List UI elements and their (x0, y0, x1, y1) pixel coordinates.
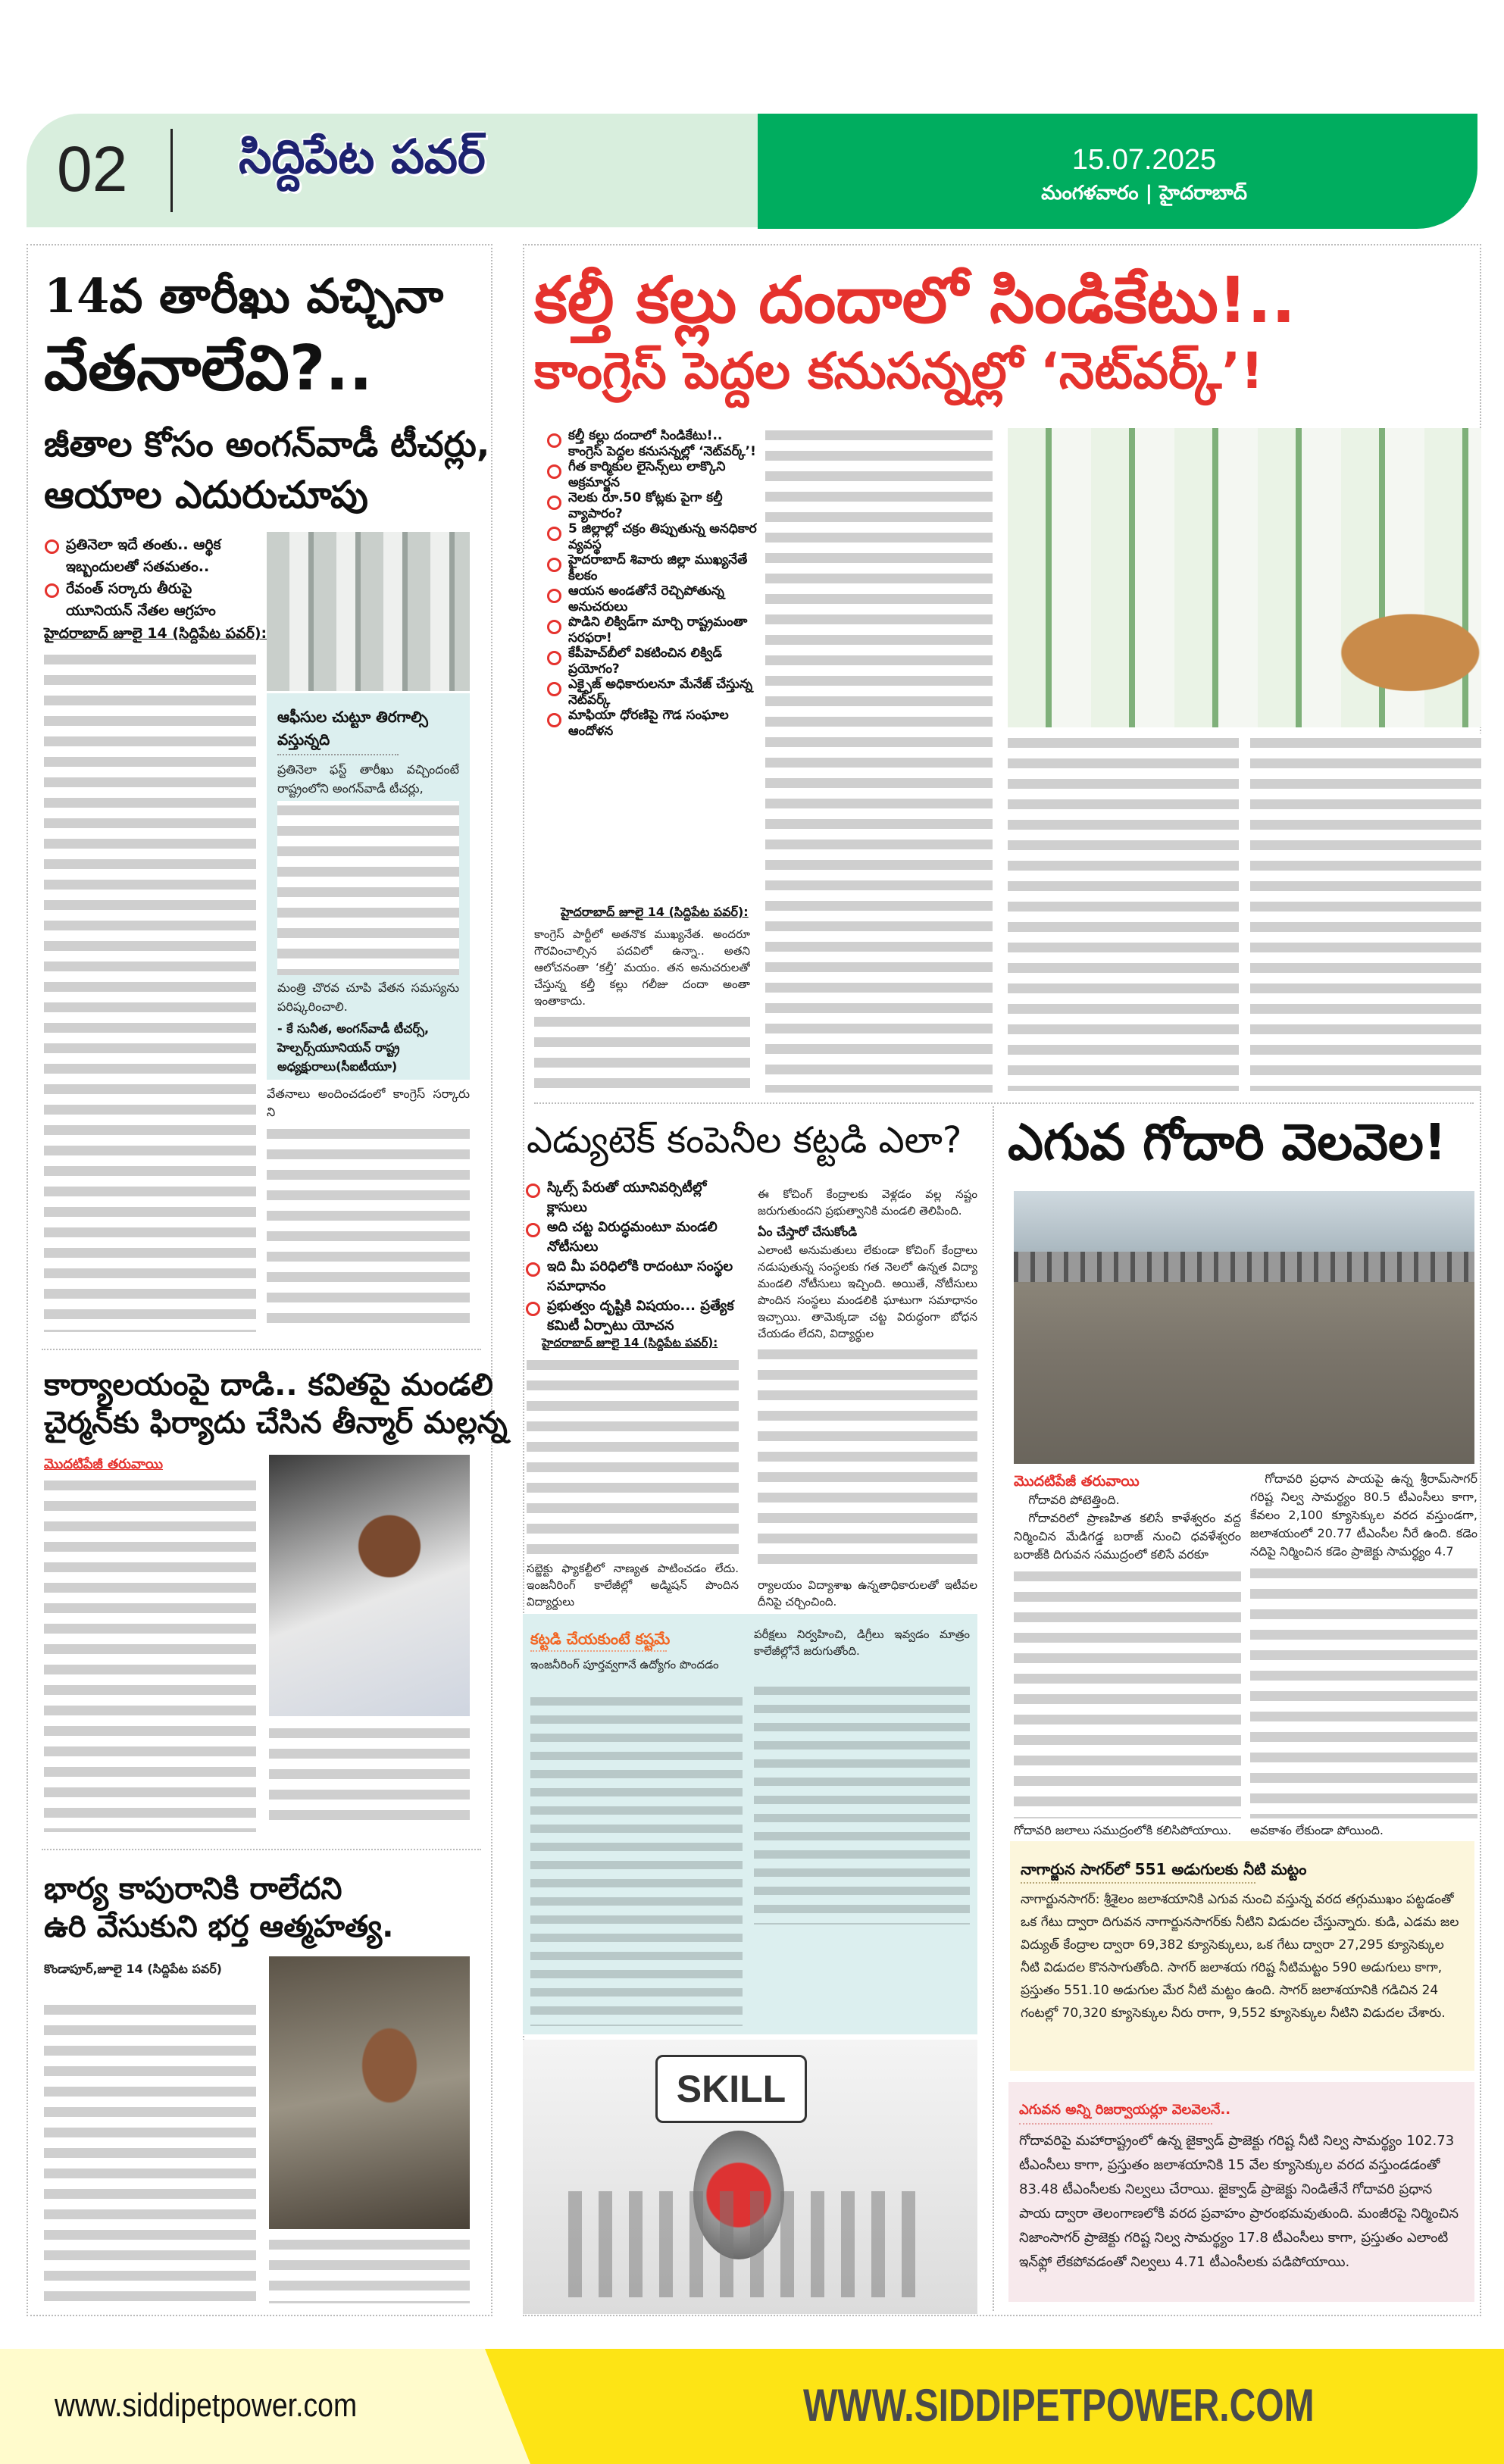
headline-line: ఉరి వేసుకుని భర్త ఆత్మహత్య. (44, 1909, 394, 1944)
article-body: గోదావరి ప్రధాన పాయపై ఉన్న శ్రీరామ్‌సాగర్ గరిష్ట నిల్వ సామర్థ్యం 80.5 టీఎంసీలు కాగా, కేవలం 2,100 క్యూసెక్కుల వరద వస్తుండగా, జలాశయంలో 20.77 టీఎంసీల నీరే ఉంది. కడెం నదిపై నిర్మించిన కడెం ప్రాజెక్టు సామర్థ్యం 4.7 (1250, 1471, 1477, 1559)
bullet-item: మాఫియా ధోరణిపై గౌడ సంఘాల ఆందోళన (544, 708, 760, 739)
article-body (1014, 1567, 1241, 1818)
divider (42, 1349, 481, 1350)
box-body-end: మంత్రి చొరవ చూపి వేతన సమస్యను పరిష్కరించాలి. (277, 980, 459, 1014)
headline-line: చైర్మన్‌కు ఫిర్యాదు చేసిన తీన్మార్ మల్లన్న (44, 1406, 508, 1440)
box-body: గోదావరిపై మహారాష్ట్రంలో ఉన్న జైక్వాడ్ ప్రాజెక్టు గరిష్ట నీటి నిల్వ సామర్థ్యం 102.73 టీఎంసీలు కాగా, ప్రస్తుతం జలాశయానికి 15 వేల క్యూసెక్కుల వరద వస్తుండడంతో 83.48 టీఎంసీలకు నిల్వలు చేరాయి. జైక్వాడ్ ప్రాజెక్టు నిండితేనే గోదావరి ప్రధాన పాయ ద్వారా తెలంగాణలోకి వరద ప్రవాహం ప్రారంభమవుతుంది. మంజీరపై నిర్మించిన నిజాంసాగర్ ప్రాజెక్టు గరిష్ట నిల్వ సామర్థ్యం 17.8 టీఎంసీలు కాగా, ప్రస్తుతం ఎలాంటి ఇన్‌ఫ్లో లేకపోవడంతో నిల్వలు 4.71 టీఎంసీలకు పడిపోయాయి. (1019, 2133, 1459, 2270)
bullet-item: స్కిల్స్ పేరుతో యూనివర్సిటీల్లో క్లాసులు (523, 1178, 743, 1218)
victim-photo (269, 1956, 470, 2229)
article-body (1250, 1564, 1477, 1818)
article-body-end: ర్యాలయం విద్యాశాఖ ఉన్నతాధికారులతో ఇటీవల దీనిపై చర్చించింది. (758, 1578, 977, 1609)
article-body-column (1250, 1470, 1477, 1840)
masthead-logo: సిద్దిపేట పవర్ (239, 129, 486, 184)
highlight-bullets (523, 1178, 743, 1336)
article-body (44, 1476, 256, 1832)
article-body-end: సబ్జెక్టు ఫ్యాకల్టీలో నాణ్యత పాటించడం లేదు. ఇంజనీరింగ్ కాలేజీల్లో అడ్మిషన్ పొందిన విద్యార్థులు (527, 1562, 739, 1609)
sidebar-quote-box (267, 693, 470, 1080)
divider (534, 1102, 1474, 1104)
subheadline: జీతాల కోసం అంగన్‌వాడీ టీచర్లు, (44, 424, 490, 464)
box-body-text (754, 1682, 970, 1925)
box-title: ఆఫీసుల చుట్టూ తిరగాల్సి వస్తున్నది (277, 708, 428, 749)
article-body: గోదావరిలో ప్రాణహిత కలిసే కాళేశ్వరం వద్ద నిర్మించిన మేడిగడ్డ బరాజ్ నుంచి ధవళేశ్వరం బరాజ్‌కి దిగువన సముద్రంలో కలిసే వరకూ (1014, 1511, 1241, 1562)
barrage-gates (1014, 1252, 1474, 1282)
issue-date: 15.07.2025 (1071, 144, 1217, 176)
article-body-end: గోదావరి జలాలు సముద్రంలోకి కలిసిపోయాయి. (1014, 1823, 1232, 1837)
divider (1021, 1882, 1255, 1884)
bullet-item: హైదరాబాద్ శివారు జిల్లా ముఖ్యనేతే కీలకం (544, 552, 760, 583)
article-body (44, 650, 256, 1332)
headline-line: కాంగ్రెస్ పెద్దల కనుసన్నల్లో ‘నెట్‌వర్క్’! (534, 342, 1264, 400)
box-title: నాగార్జున సాగర్‌లో 551 అడుగులకు నీటి మట్టం (1021, 1860, 1307, 1878)
bullet-item: ఆయన అండతోనే రెచ్చిపోతున్న అనుచరులు (544, 583, 760, 614)
skill-illustration (523, 2040, 977, 2314)
article-body (1250, 733, 1481, 1091)
bullet-item: ప్రభుత్వం దృష్టికి విషయం... ప్రత్యేక కమిటీ ఏర్పాటు యోచన (523, 1296, 743, 1336)
box-body: నాగార్జునసాగర్: శ్రీశైలం జలాశయానికి ఎగువ నుంచి వస్తున్న వరద తగ్గుముఖం పట్టడంతో ఒక గేటు ద్వారా దిగువన నాగార్జునసాగర్‌కు నీటిని విడుదల చేస్తున్నారు. కుడి, ఎడమ జల విద్యుత్ కేంద్రాల ద్వారా 69,382 క్యూసెక్కులు, ఒక గేటు ద్వారా 27,295 క్యూసెక్కుల నీటి విడుదల కొనసాగుతోంది. సాగర్ జలాశయ గరిష్ట నీటిమట్టం 590 అడుగులు కాగా, ప్రస్తుతం 551.10 అడుగుల మేర నీటి మట్టం ఉంది. సాగర్ జలాశయానికి గడిచిన 24 గంటల్లో 70,320 క్యూసెక్కుల నీరు రాగా, 9,552 క్యూసెక్కుల నీటిని విడుదల చేశారు. (1021, 1892, 1459, 2021)
dateline: హైదరాబాద్ జూలై 14 (సిద్దిపేట పవర్): (542, 1336, 718, 1349)
divider (42, 1849, 481, 1850)
article-body (527, 1356, 739, 1557)
headline: ఎడ్యుటెక్ కంపెనీల కట్టడి ఎలా? (527, 1119, 962, 1162)
divider (1019, 2123, 1212, 2125)
nagarjuna-sagar-box (1010, 1841, 1474, 2071)
currency-notes-photo (267, 532, 470, 691)
mallanna-photo (269, 1455, 470, 1716)
page-number: 02 (57, 133, 128, 205)
divider (277, 754, 399, 755)
box-title: ఎగువన అన్ని రిజర్వాయర్లూ వెలవెలనే.. (1019, 2102, 1231, 2118)
bullet-item: 5 జిల్లాల్లో చక్రం తిప్పుతున్న అనధికార వ్యవస్థ (544, 521, 760, 552)
headline: ఎగువ గోదారి వెలవెల! (1008, 1113, 1446, 1171)
article-body (534, 1012, 750, 1090)
box-quote-attribution: - కే సునీత, అంగన్‌వాడీ టీచర్స్, హెల్పర్స్‌యూనియన్ రాష్ట్ర అధ్యక్షురాలు(సీఐటీయూ) (277, 1021, 430, 1074)
headline-line: కార్యాలయంపై దాడి.. కవితపై మండలి (44, 1368, 493, 1402)
article-body-column (534, 926, 750, 1093)
highlight-bullets (42, 534, 261, 622)
reservoirs-box (1008, 2082, 1474, 2302)
bullet-item: నెలకు రూ.50 కోట్లకు పైగా కల్తీ వ్యాపారం? (544, 490, 760, 521)
box-body-text (277, 801, 459, 975)
article-body (269, 2235, 470, 2303)
bullet-item: రేవంత్ సర్కారు తీరుపై యూనియన్ నేతల ఆగ్రహం (42, 578, 261, 622)
footer-website-banner[interactable]: WWW.SIDDIPETPOWER.COM (803, 2380, 1315, 2431)
header-divider (170, 129, 173, 212)
bullet-item: అది చట్ట విరుద్ధమంటూ మండలి నోటీసులు (523, 1218, 743, 1257)
article-body (267, 1124, 470, 1330)
bullet-item: కల్తీ కల్లు దందాలో సిండికేటు!.. కాంగ్రెస్ పెద్దల కనుసన్నల్లో ‘నెట్‌వర్క్’! (544, 428, 760, 459)
article-body: గోదావరి పోటెత్తింది. (1028, 1493, 1120, 1507)
box-body: పరీక్షలు నిర్వహించి, డిగ్రీలు ఇవ్వడం మాత్రం కాలేజీల్లోనే జరుగుతోంది. (754, 1628, 970, 1658)
article-body-end: అవకాశం లేకుండా పోయింది. (1250, 1823, 1384, 1837)
article-body: ఎలాంటి అనుమతులు లేకుండా కోచింగ్ కేంద్రాలు నడుపుతున్న సంస్థలకు గత నెలలో ఉన్నత విద్యా మండలి నోటీసులు ఇచ్చింది. అయితే, నోటీసులు పొందిన సంస్థలు మండలికి ఘాటుగా సమాధానం ఇచ్చాయి. తామెక్కడా చట్ట విరుద్ధంగా బోధన చేయడం లేదని, విద్యార్థుల (758, 1243, 977, 1340)
continued-kicker: మొదటిపేజీ తరువాయి (44, 1456, 164, 1472)
article-body-column (1014, 1491, 1241, 1840)
subheadline: ఆయాల ఎదురుచూపు (44, 473, 368, 517)
article-body (765, 426, 993, 1093)
article-lead: కాంగ్రెస్ పార్టీలో అతనొక ముఖ్యనేత. అందరూ గౌరవించాల్సిన పదవిలో ఉన్నా.. అతని ఆలోచనంతా ‘కల్తీ’ మయం. తన అనుచరులతో చేస్తున్న కల్తీ కల్లు గలీజు దందా అంతా ఇంతాకాదు. (534, 927, 750, 1008)
divider (530, 1650, 667, 1652)
article-body-continued: వేతనాలు అందించడంలో కాంగ్రెస్ సర్కారు ని (267, 1087, 470, 1119)
dateline: కొండాపూర్,జూలై 14 (సిద్దిపేట పవర్) (44, 1962, 222, 1976)
footer-website-link[interactable]: www.siddipetpower.com (55, 2387, 358, 2424)
weekday-city: మంగళవారం | హైదరాబాద్ (1041, 182, 1247, 205)
article-body: ఈ కోచింగ్ కేంద్రాలకు వెళ్లడం వల్ల నష్టం జరుగుతుందని ప్రభుత్వానికి మండలి తెలిపింది. (758, 1187, 977, 1218)
skill-sign: SKILL (655, 2055, 807, 2123)
bullet-item: పొడిని లిక్విడ్‌గా మార్చి రాష్ట్రమంతా సరఫరా! (544, 614, 760, 646)
bullet-item: ఇది మీ పరిధిలోకి రాదంటూ సంస్థల సమాధానం (523, 1257, 743, 1296)
dateline: హైదరాబాద్ జూలై 14 (సిద్దిపేట పవర్): (561, 905, 749, 919)
bullet-item: ఎక్సైజ్ అధికారులనూ మేనేజ్ చేస్తున్న నెట్‌వర్క్ (544, 677, 760, 708)
article-body (758, 1345, 977, 1574)
box-body: ఇంజనీరింగ్ పూర్తవ్వగానే ఉద్యోగం పొందడం (530, 1658, 719, 1671)
highlight-bullets (544, 428, 760, 739)
article-body-column (527, 1352, 739, 1610)
headline-line: వేతనాలేవి?.. (44, 333, 373, 405)
headline-line: 14వ తారీఖు వచ్చినా (44, 268, 444, 324)
sidebar-box (523, 1614, 977, 2034)
bullet-item: ప్రతినెలా ఇదే తంతు.. ఆర్థిక ఇబ్బందులతో సతమతం.. (42, 534, 261, 578)
article-body (269, 1724, 470, 1830)
divider (993, 1106, 994, 2311)
article-body (1008, 733, 1239, 1091)
box-body-text (530, 1693, 743, 2026)
article-body-column (758, 1186, 977, 1610)
bullet-item: కేపీహెచ్‌బీలో వికటించిన లిక్విడ్ ప్రయోగం? (544, 646, 760, 677)
article-body (44, 2000, 256, 2303)
subheading: ఏం చేస్తారో చేసుకోండి (758, 1224, 858, 1239)
headline-line: భార్య కాపురానికి రాలేదని (44, 1871, 342, 1906)
box-title: కట్టడి చేయకుంటే కష్టమే (530, 1630, 671, 1648)
continued-kicker: మొదటిపేజీ తరువాయి (1014, 1473, 1140, 1490)
crowd-figures (568, 2191, 932, 2297)
toddy-bottles-photo (1008, 428, 1481, 727)
bullet-item: గీత కార్మికుల లైసెన్స్‌లు లాక్కొని అక్రమార్జన (544, 459, 760, 490)
box-body: ప్రతినెలా ఫస్ట్ తారీఖు వచ్చిందంటే రాష్ట్రంలోని అంగన్‌వాడీ టీచర్లు, (277, 762, 459, 796)
headline-line: కల్తీ కల్లు దందాలో సిండికేటు!.. (534, 263, 1296, 337)
river-barrage-photo (1014, 1191, 1474, 1464)
dateline: హైదరాబాద్ జూలై 14 (సిద్దిపేట పవర్): (44, 625, 267, 642)
article-body-column (267, 1085, 470, 1334)
